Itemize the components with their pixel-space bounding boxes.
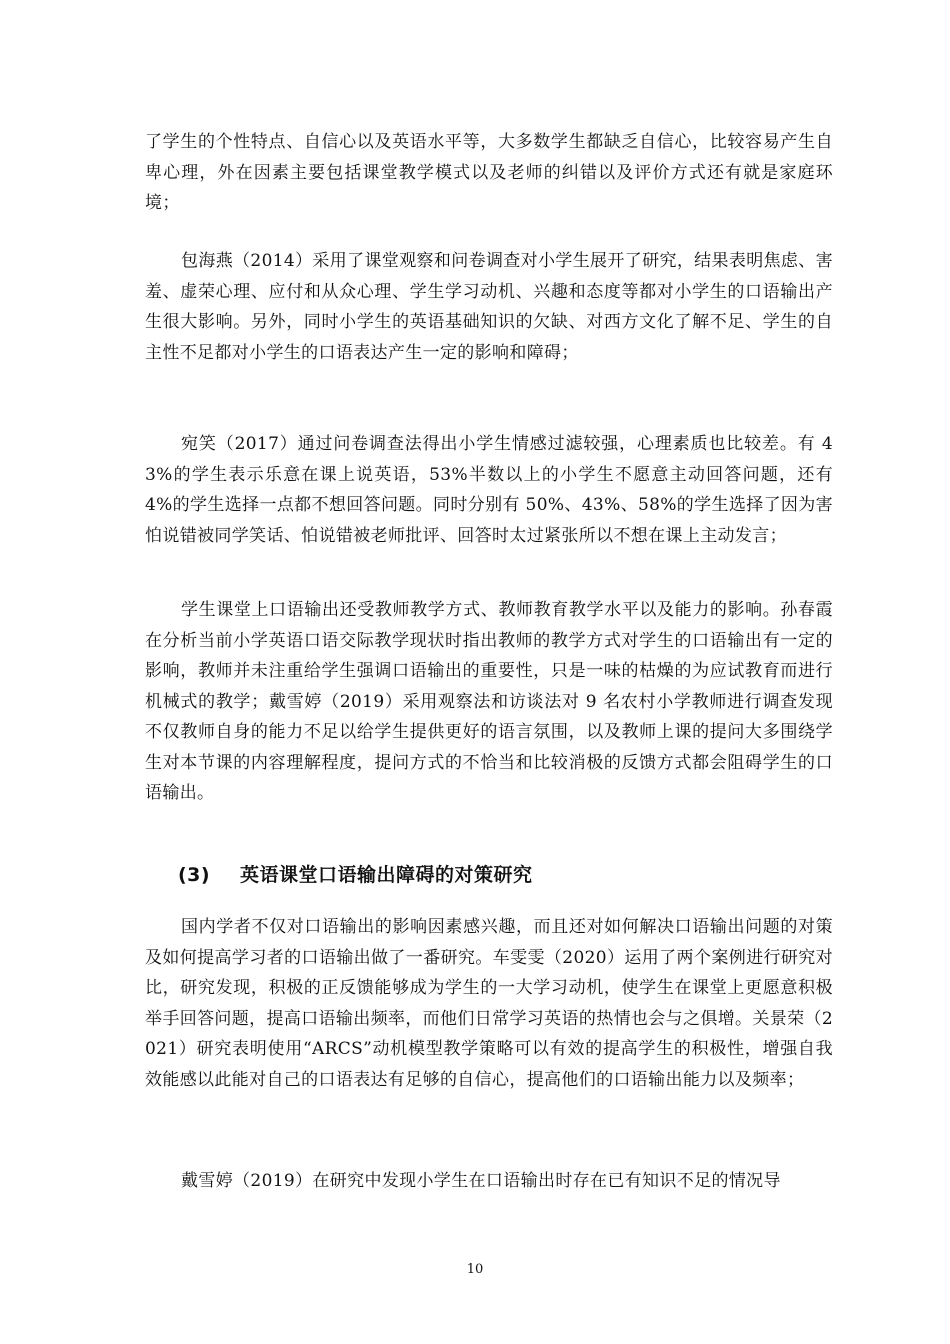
paragraph-teacher-influence: 学生课堂上口语输出还受教师教学方式、教师教育教学水平以及能力的影响。孙春霞在分析当前小学英语口语交际教学现状时指出教师的教学方式对学生的口语输出有一定的影响，教师并未注重给学生强调口语输出的重要性，只是一味的枯燥的为应试教育而进行机械式的教学；戴雪婷（2019）采用观察法和访谈法对 9 名农村小学教师进行调查发现不仅教师自身的能力不足以给学生提供更好的语言氛围，以及教师上课的提问大多围绕学生对本节课的内容理解程度，提问方式的不恰当和比较消极的反馈方式都会阻碍学生的口语输出。 [145,600,833,803]
section-title: 英语课堂口语输出障碍的对策研究 [240,864,533,886]
paragraph-wan-xiao: 宛笑（2017）通过问卷调查法得出小学生情感过滤较强，心理素质也比较差。有 43%的学生表示乐意在课上说英语，53%半数以上的小学生不愿意主动回答问题，还有 4%的学生选择一点都不想回答问题。同时分别有 50%、43%、58%的学生选择了因为害怕说错被同学笑话、怕说错被老师批评、回答时太过紧张所以不想在课上主动发言； [145,434,833,546]
paragraph-countermeasures: 国内学者不仅对口语输出的影响因素感兴趣，而且还对如何解决口语输出问题的对策及如何提高学习者的口语输出做了一番研究。车雯雯（2020）运用了两个案例进行研究对比，研究发现，积极的正反馈能够成为学生的一大学习动机，使学生在课堂上更愿意积极举手回答问题，提高口语输出频率，而他们日常学习英语的热情也会与之俱增。关景荣（2021）研究表明使用“ARCS”动机模型教学策略可以有效的提高学生的积极性，增强自我效能感以此能对自己的口语表达有足够的自信心，提高他们的口语输出能力以及频率； [145,917,833,1090]
paragraph-dai-xueting: 戴雪婷（2019）在研究中发现小学生在口语输出时存在已有知识不足的情况导 [181,1171,781,1191]
section-heading [178,860,533,887]
paragraph-continued: 了学生的个性特点、自信心以及英语水平等，大多数学生都缺乏自信心，比较容易产生自卑心理，外在因素主要包括课堂教学模式以及老师的纠错以及评价方式还有就是家庭环境； [145,132,833,213]
page-number: 10 [466,1262,484,1277]
paragraph-bao-haiyan: 包海燕（2014）采用了课堂观察和问卷调查对小学生展开了研究，结果表明焦虑、害羞、虚荣心理、应付和从众心理、学生学习动机、兴趣和态度等都对小学生的口语输出产生很大影响。另外，同时小学生的英语基础知识的欠缺、对西方文化了解不足、学生的自主性不足都对小学生的口语表达产生一定的影响和障碍； [145,251,833,363]
section-number: (3) [178,864,211,886]
